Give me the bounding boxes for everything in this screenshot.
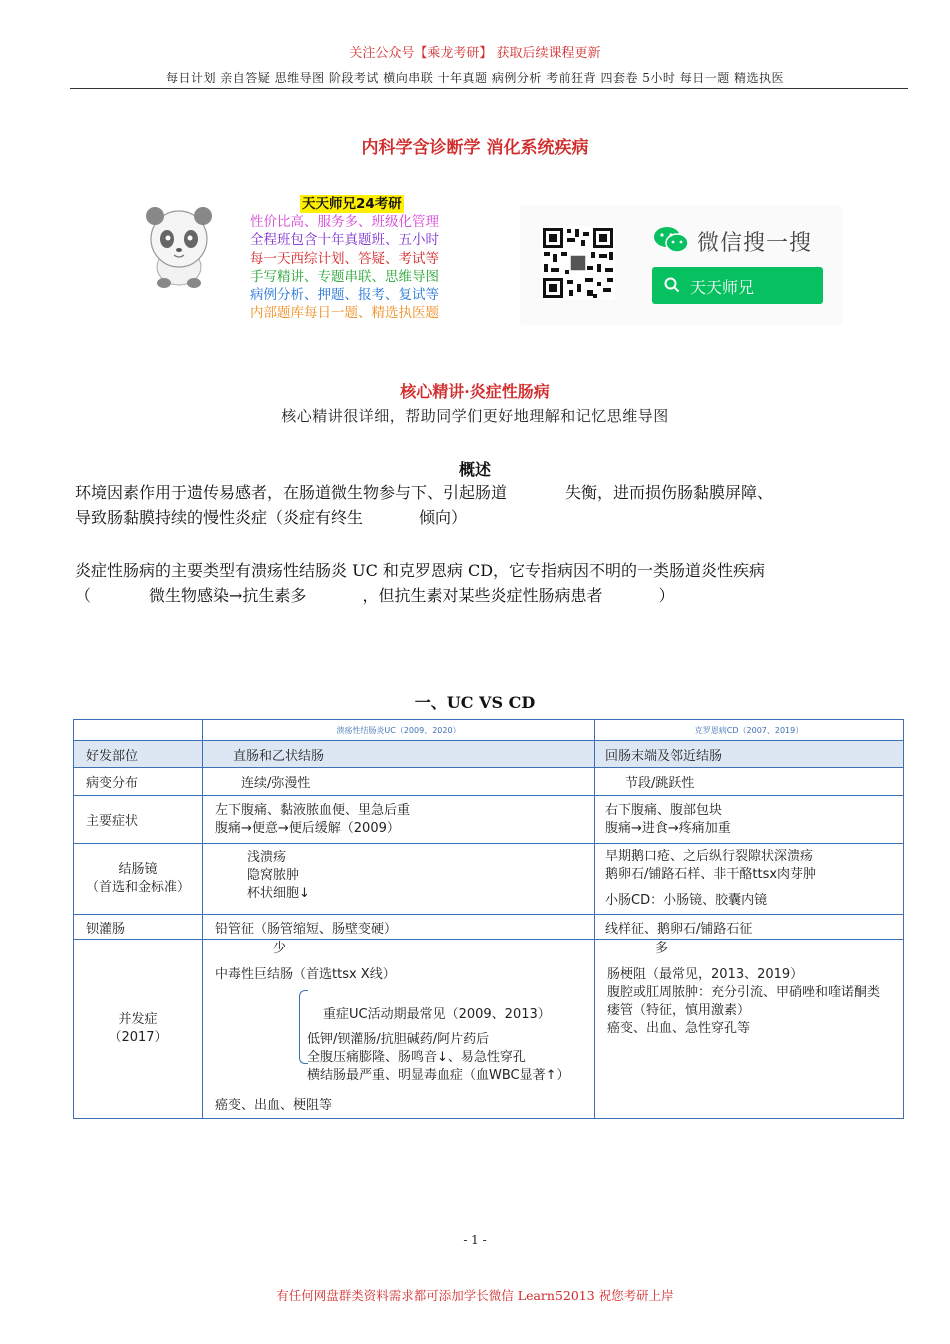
- cell-line: 肠梗阻（最常见，2013、2019）: [607, 967, 804, 982]
- uc-cell: [203, 844, 595, 915]
- text-span: 炎症性肠病的主要类型有溃疡性结肠炎 UC 和克罗恩病 CD，它专指病因不明的一类肠道炎性疾病: [75, 561, 766, 580]
- row-label-note: （首选和金标准）: [85, 880, 190, 895]
- cd-cell: [595, 844, 904, 915]
- cd-cell: 线样征、鹅卵石/铺路石征: [595, 915, 904, 940]
- cell-line: 重症UC活动期最常见（2009、2013）: [323, 1007, 551, 1022]
- cell-line: 早期鹅口疮、之后纵行裂隙状深溃疡: [605, 849, 814, 864]
- cell-line: 鹅卵石/铺路石样、非干酪ttsx肉芽肿: [605, 867, 817, 882]
- cell-line: 癌变、出血、梗阻等: [215, 1098, 333, 1113]
- promo-title: 天天师兄24考研: [302, 196, 402, 212]
- cell-line: 右下腹痛、腹部包块: [605, 802, 723, 818]
- cell-line: 浅溃疡: [247, 850, 287, 865]
- header-nav: 每日计划 亲自答疑 思维导图 阶段考试 横向串联 十年真题 病例分析 考前狂背 四套卷 5小时 每日一题 精选执医: [165, 71, 785, 85]
- text-span: （: [75, 586, 92, 605]
- uc-cell: 连续/弥漫性: [203, 768, 595, 796]
- cell-line: 横结肠最严重、明显毒血症（血WBC显著↑）: [307, 1068, 570, 1083]
- cell-line: 中毒性巨结肠（首选ttsx X线）: [215, 967, 396, 982]
- row-label-cell: [74, 844, 203, 915]
- cell-line: 癌变、出血、急性穿孔等: [607, 1021, 751, 1036]
- header-divider: [70, 88, 908, 89]
- text-span: ，但抗生素对某些炎症性肠病患者: [362, 586, 603, 605]
- header-uc: 溃疡性结肠炎UC（2009、2020）: [203, 720, 595, 741]
- cd-cell: 节段/跳跃性: [595, 768, 904, 796]
- cd-cell: 回肠末端及邻近结肠: [595, 741, 904, 768]
- promo-line: 全程班包含十年真题班、五小时: [250, 232, 439, 249]
- qr-code-icon: [541, 226, 615, 300]
- table-row: [74, 915, 904, 940]
- uc-cell: [203, 940, 595, 1119]
- cd-cell: [595, 940, 904, 1119]
- overview-title: 概述: [458, 460, 491, 479]
- section-title: 一、UC VS CD: [414, 693, 536, 712]
- row-label: 病变分布: [74, 768, 203, 796]
- cell-line: 隐窝脓肿: [247, 868, 300, 883]
- cell-line: 小肠CD：小肠镜、胶囊内镜: [605, 893, 768, 908]
- text-span: 微生物感染→抗生素多: [149, 586, 307, 605]
- cell-line: 腹痛→便意→便后缓解（2009）: [215, 820, 400, 836]
- row-label-cell: [74, 940, 203, 1119]
- row-label: 好发部位: [74, 741, 203, 768]
- promo-line: 每一天西综计划、答疑、考试等: [250, 250, 439, 267]
- cell-line: 瘘管（特征，慎用激素）: [607, 1003, 751, 1018]
- row-label: 结肠镜: [118, 862, 158, 877]
- cell-line: 左下腹痛、黏液脓血便、里急后重: [215, 802, 411, 818]
- panda-icon: [138, 205, 220, 289]
- row-label: 主要症状: [74, 796, 203, 844]
- table-header-row: [74, 720, 904, 741]
- row-label: 钡灌肠: [74, 915, 203, 940]
- header-cd: 克罗恩病CD（2007、2019）: [595, 720, 904, 741]
- cd-cell: [595, 796, 904, 844]
- wechat-icon: [652, 225, 690, 255]
- search-icon: [664, 277, 680, 293]
- table-row: [74, 796, 904, 844]
- text-span: ）: [658, 586, 675, 605]
- cell-line: 低钾/钡灌肠/抗胆碱药/阿片药后: [307, 1032, 490, 1047]
- promo-line: 病例分析、押题、报考、复试等: [250, 287, 439, 304]
- table-row: [74, 940, 904, 1119]
- cell-line: 腹腔或肛周脓肿：充分引流、甲硝唑和喹诺酮类: [607, 985, 881, 1000]
- wechat-search-text: 天天师兄: [690, 278, 755, 297]
- text-span: 环境因素作用于遗传易感者，在肠道微生物参与下、引起肠道: [75, 483, 508, 502]
- uc-vs-cd-table: [73, 719, 904, 1119]
- promo-line: 手写精讲、专题串联、思维导图: [250, 268, 439, 285]
- wechat-search-label: 微信搜一搜: [697, 231, 813, 256]
- uc-cell: 直肠和乙状结肠: [203, 741, 595, 768]
- text-span: 失衡，进而损伤肠黏膜屏障、: [565, 483, 774, 502]
- cell-line: 杯状细胞↓: [247, 886, 310, 901]
- header-notice: 关注公众号【乘龙考研】 获取后续课程更新: [349, 46, 601, 61]
- cell-line: 腹痛→进食→疼痛加重: [605, 820, 731, 836]
- core-title: 核心精讲·炎症性肠病: [400, 382, 550, 401]
- text-span: 倾向）: [419, 508, 468, 527]
- document-title: 内科学含诊断学 消化系统疾病: [361, 138, 589, 158]
- promo-line: 内部题库每日一题、精选执医题: [250, 305, 439, 322]
- promo-block: [250, 195, 480, 322]
- table-row: [74, 768, 904, 796]
- uc-cell: 铅管征（肠管缩短、肠壁变硬）: [203, 915, 595, 940]
- table-row: [74, 741, 904, 768]
- row-label-note: （2017）: [108, 1030, 168, 1045]
- uc-less-label: 少: [273, 941, 287, 956]
- wechat-search-box[interactable]: [652, 267, 823, 304]
- text-span: 导致肠黏膜持续的慢性炎症（炎症有终生: [75, 508, 364, 527]
- cell-line: 全腹压痛膨隆、肠鸣音↓、易急性穿孔: [307, 1050, 526, 1065]
- row-label: 并发症: [118, 1012, 158, 1027]
- uc-cell: [203, 796, 595, 844]
- overview-paragraph-2: [75, 558, 905, 608]
- promo-line: 性价比高、服务多、班级化管理: [250, 214, 439, 231]
- footer-notice: 有任何网盘群类资料需求都可添加学长微信 Learn52013 祝您考研上岸: [276, 1288, 674, 1303]
- cd-more-label: 多: [655, 941, 669, 956]
- page-number: - 1 -: [463, 1233, 487, 1247]
- core-subtitle: 核心精讲很详细，帮助同学们更好地理解和记忆思维导图: [281, 407, 669, 425]
- header-blank-cell: [74, 720, 203, 741]
- table-row: [74, 844, 904, 915]
- overview-paragraph-1: [75, 480, 905, 530]
